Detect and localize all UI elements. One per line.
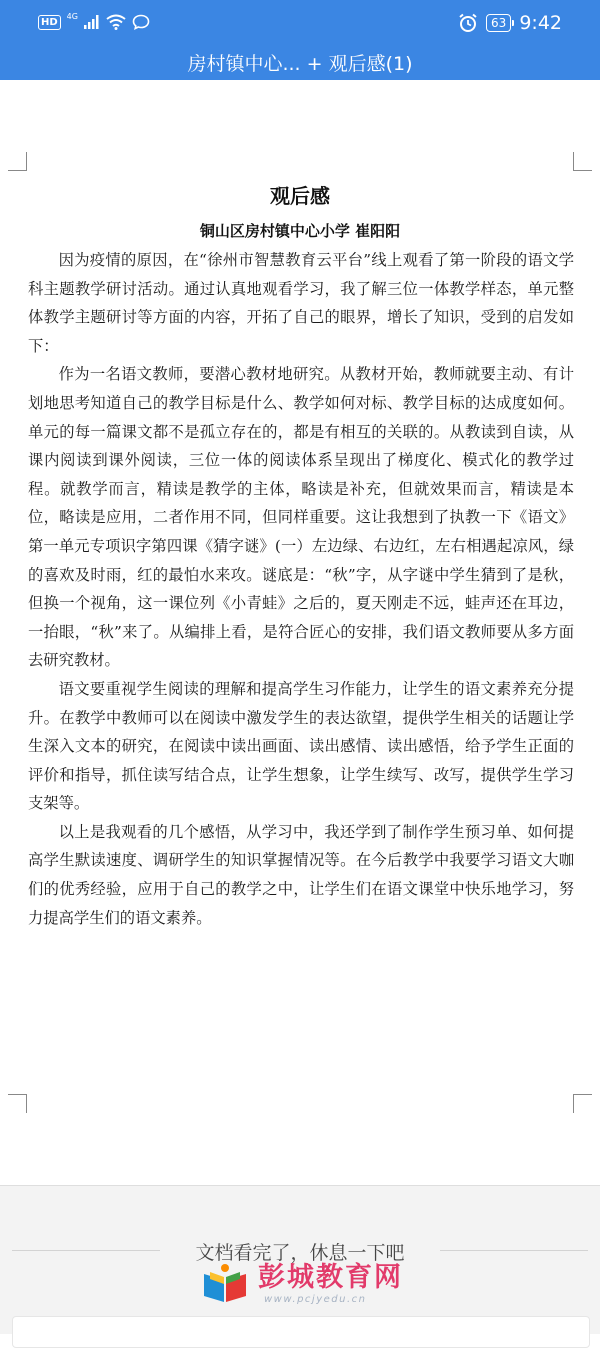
doc-paragraph: 因为疫情的原因，在“徐州市智慧教育云平台”线上观看了第一阶段的语文学科主题教学研讨活动。通过认真地观看学习，我了解三位一体教学样态，单元整体教学主题研讨等方面的内容，开拓了自己的眼界，增长了知识，受到的启发如下： <box>28 251 574 355</box>
status-left-group <box>38 11 150 30</box>
hd-icon: HD <box>38 15 61 30</box>
doc-title: 观后感 <box>270 184 330 208</box>
chat-icon <box>132 14 150 30</box>
recommendation-card[interactable] <box>12 1316 590 1348</box>
watermark-name: 彭城教育网 <box>258 1262 403 1293</box>
page-corner-mark <box>8 1094 27 1113</box>
status-right-group <box>458 12 562 34</box>
doc-body <box>28 246 574 932</box>
end-of-document-text: 文档看完了，休息一下吧 <box>195 1242 405 1264</box>
end-of-document-footer <box>0 1185 600 1334</box>
watermark <box>200 1262 420 1306</box>
alarm-icon <box>458 13 478 33</box>
signal-icon <box>84 15 100 29</box>
document-page[interactable] <box>0 80 600 1185</box>
doc-paragraph: 以上是我观看的几个感悟，从学习中，我还学到了制作学生预习单、如何提高学生默读速度、调研学生的知识掌握情况等。在今后教学中我要学习语文大咖们的优秀经验，应用于自己的教学之中，让学生们在语文课堂中快乐地学习，努力提高学生们的语文素养。 <box>28 822 574 927</box>
battery-icon: 63 <box>486 14 511 32</box>
network-type-label: 4G <box>66 11 78 21</box>
status-bar <box>0 0 600 50</box>
page-corner-mark <box>8 152 27 171</box>
page-corner-mark <box>573 1094 592 1113</box>
book-logo-icon <box>200 1262 250 1304</box>
page-corner-mark <box>573 152 592 171</box>
wifi-icon <box>106 14 126 30</box>
status-time: 9:42 <box>519 12 562 34</box>
watermark-url: www.pcjyedu.cn <box>264 1294 367 1305</box>
doc-paragraph: 语文要重视学生阅读的理解和提高学生习作能力，让学生的语文素养充分提升。在教学中教师可以在阅读中激发学生的表达欲望，提供学生相关的话题让学生深入文本的研究，在阅读中读出画面、读出感情、读出感悟，给予学生正面的评价和指导，抓住读写结合点，让学生想象，让学生续写、改写，提供学生学习支架等。 <box>28 679 574 813</box>
doc-paragraph: 作为一名语文教师，要潜心教材地研究。从教材开始，教师就要主动、有计划地思考知道自己的教学目标是什么、教学如何对标、教学目标的达成度如何。单元的每一篇课文都不是孤立存在的，都是有相互的关联的。从教读到自读，从课内阅读到课外阅读，三位一体的阅读体系呈现出了梯度化、模式化的教学过程。就教学而言，精读是教学的主体，略读是补充，但就效果而言，精读是本位，略读是应用，二者作用不同，但同样重要。这让我想到了执教一下《语文》第一单元专项识字第四课《猜字谜》(一）左边绿、右边红，左右相遇起凉风，绿的喜欢及时雨，红的最怕水来攻。谜底是：“秋”字，从字谜中学生猜到了是秋，但换一个视角，这一课位列《小青蛙》之后的，夏天刚走不远，蛙声还在耳边，一抬眼，“秋”来了。从编排上看，是符合匠心的安排，我们语文教师要从多方面去研究教材。 <box>28 365 574 670</box>
doc-author: 铜山区房村镇中心小学 崔阳阳 <box>199 222 401 240</box>
document-title-bar[interactable]: 房村镇中心... + 观后感(1) <box>0 50 600 80</box>
